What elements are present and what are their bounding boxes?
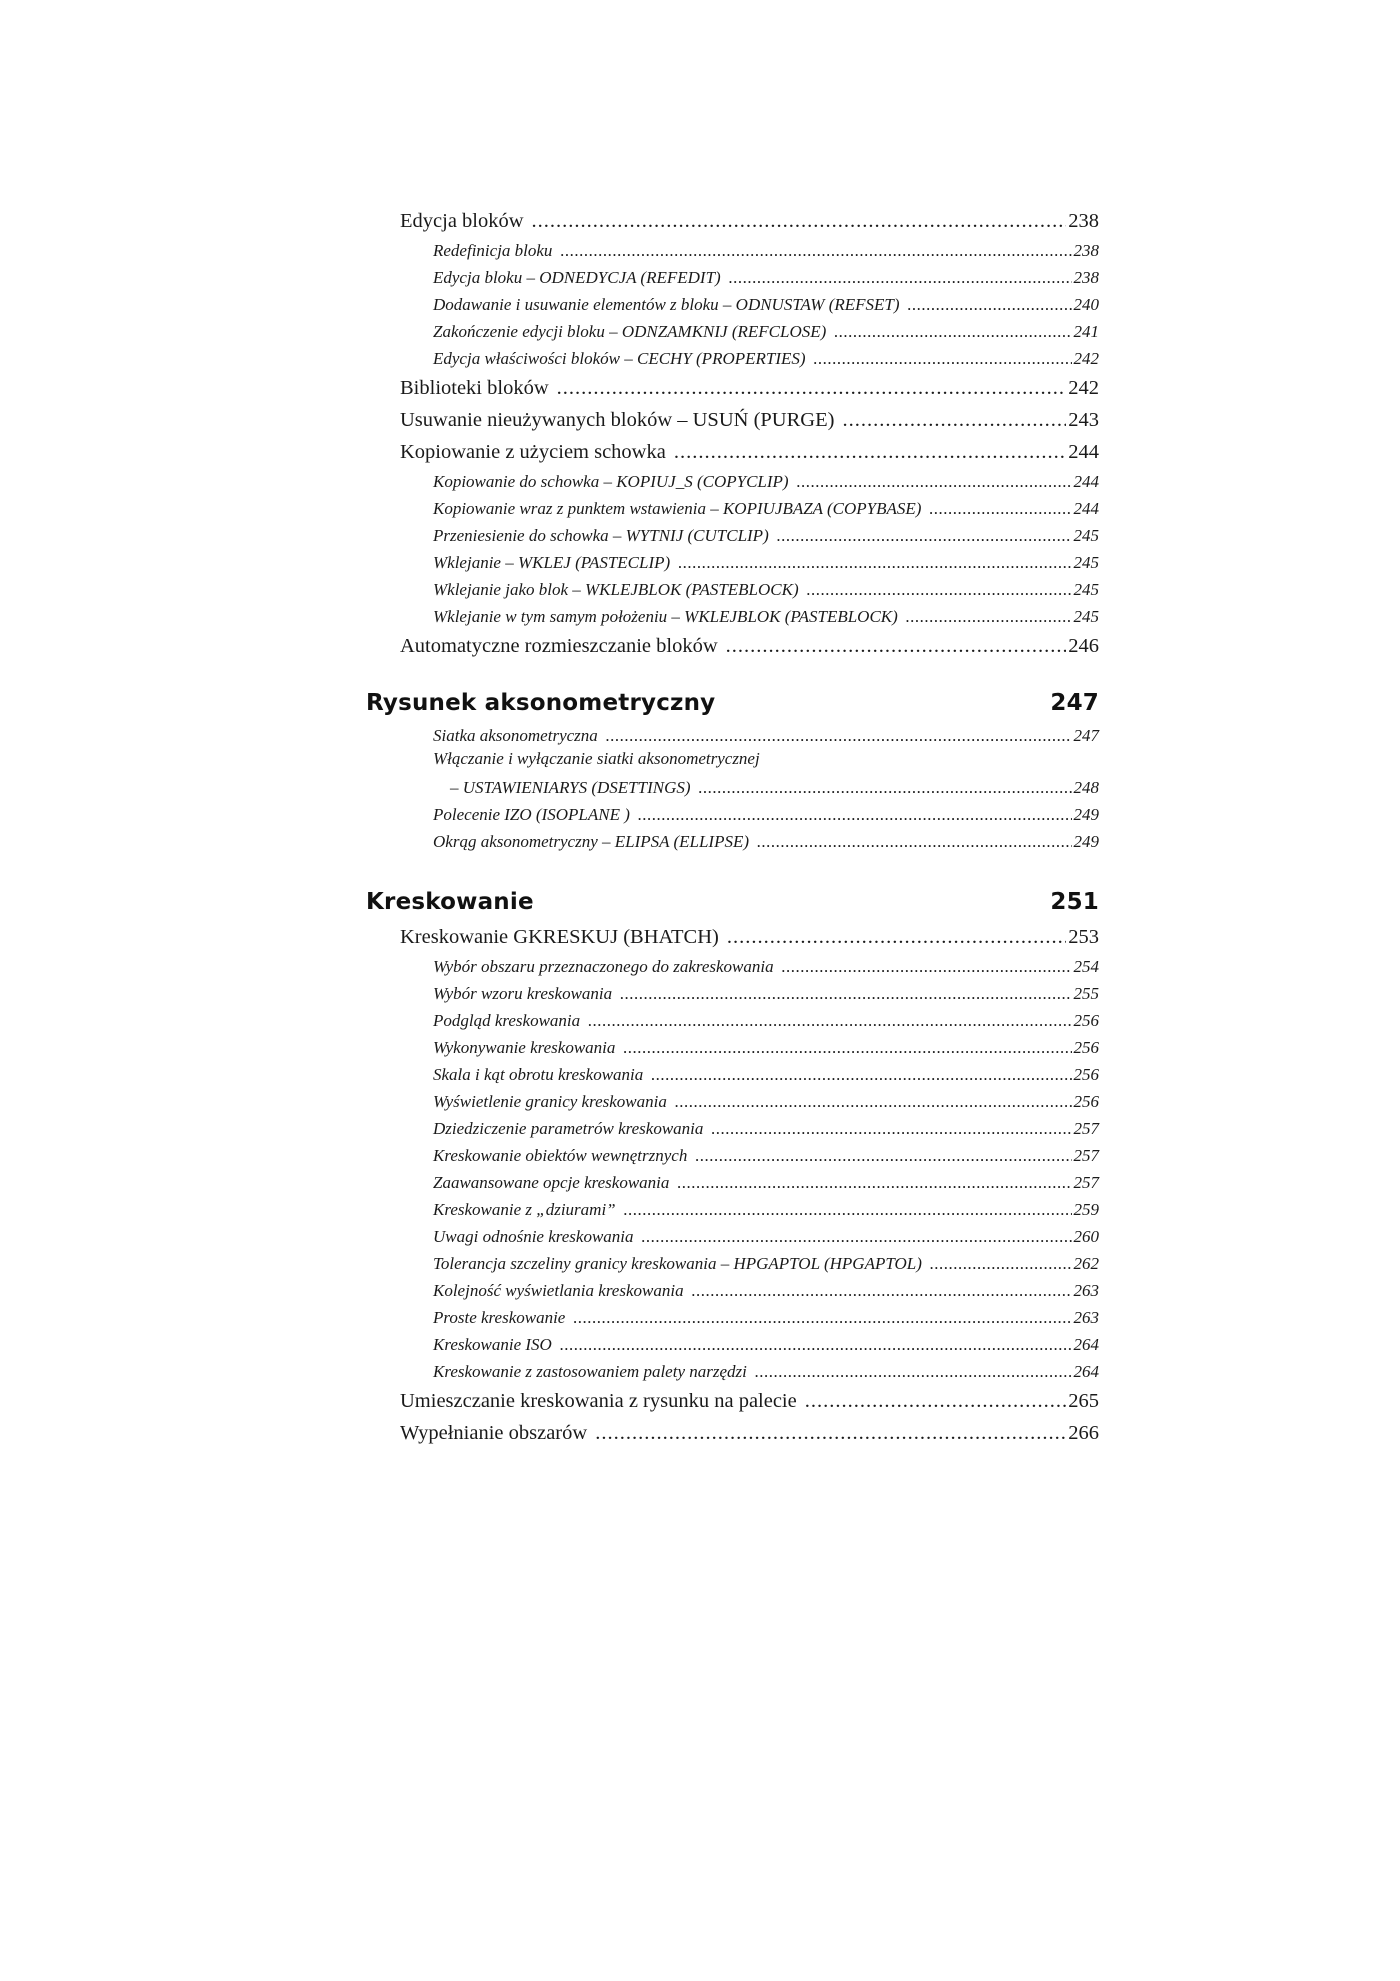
toc-subentry[interactable] [366,1304,1099,1331]
dot-leader [757,832,1071,852]
chapter-page: 247 [1050,690,1099,716]
dot-leader [929,499,1071,519]
toc-entry-page: 242 [1068,376,1099,399]
toc-subentry[interactable] [366,495,1099,522]
toc-entry-page: 266 [1068,1421,1099,1444]
toc-entry-title: Umieszczanie kreskowania z rysunku na palecie [400,1389,797,1412]
toc-entry-title: Redefinicja bloku [433,240,553,260]
toc-subentry[interactable] [366,345,1099,372]
toc-entry[interactable] [366,372,1099,404]
toc-entry[interactable] [366,436,1099,468]
dot-leader [675,1092,1072,1112]
dot-leader [805,1390,1067,1413]
chapter-heading-hatching[interactable] [366,879,1099,915]
toc-entry-title: Wklejanie – WKLEJ (PASTECLIP) [433,552,671,572]
dot-leader [620,984,1071,1004]
toc-subentry[interactable] [366,522,1099,549]
toc-entry-title: Zakończenie edycji bloku – ODNZAMKNIJ (REFCLOSE) [433,321,827,341]
toc-entry-page: 238 [1073,240,1099,260]
toc-subentry[interactable] [366,980,1099,1007]
toc-entry-page: 257 [1073,1118,1099,1138]
toc-entry-title: Proste kreskowanie [433,1307,566,1327]
toc-entry-title: Polecenie IZO (ISOPLANE ) [433,804,630,824]
dot-leader [727,926,1066,949]
toc-entry[interactable] [366,630,1099,662]
toc-entry-page: 256 [1073,1091,1099,1111]
toc-entry-title: Edycja właściwości bloków – CECHY (PROPERTIES) [433,348,806,368]
toc-entry-page: 242 [1073,348,1099,368]
toc-entry-page: 263 [1073,1307,1099,1327]
dot-leader [777,526,1072,546]
dot-leader [623,1038,1071,1058]
toc-entry-title: Kolejność wyświetlania kreskowania [433,1280,684,1300]
toc-entry-page: 256 [1073,1010,1099,1030]
toc-subentry[interactable] [366,1223,1099,1250]
dot-leader [560,1335,1072,1355]
toc-entry-title: Kreskowanie obiektów wewnętrznych [433,1145,688,1165]
dot-leader [782,957,1072,977]
dot-leader [595,1422,1066,1445]
toc-entry-title: Podgląd kreskowania [433,1010,581,1030]
toc-entry-page: 264 [1073,1361,1099,1381]
dot-leader [834,322,1071,342]
toc-subentry[interactable] [366,1088,1099,1115]
toc-entry[interactable] [366,404,1099,436]
toc-subentry[interactable] [366,801,1099,828]
dot-leader [906,607,1072,627]
toc-subentry[interactable] [366,1115,1099,1142]
toc-entry-page: 238 [1073,267,1099,287]
toc-subentry[interactable] [366,1331,1099,1358]
toc-entry-title: Wybór obszaru przeznaczonego do zakreskowania [433,956,774,976]
toc-subentry-line2[interactable] [366,774,1099,801]
toc-subentry[interactable] [366,953,1099,980]
dot-leader [651,1065,1071,1085]
toc-subentry[interactable] [366,1250,1099,1277]
toc-entry-page: 245 [1073,579,1099,599]
toc-entry-page: 240 [1073,294,1099,314]
toc-entry-page: 262 [1073,1253,1099,1273]
toc-subentry[interactable] [366,1034,1099,1061]
toc-entry-title: Wyświetlenie granicy kreskowania [433,1091,667,1111]
dot-leader [699,778,1072,798]
toc-entry[interactable] [366,921,1099,953]
dot-leader [557,377,1067,400]
toc-entry-title: Kreskowanie GKRESKUJ (BHATCH) [400,925,719,948]
chapter-title: Rysunek aksonometryczny [366,690,716,716]
dot-leader [692,1281,1072,1301]
toc-subentry[interactable] [366,1061,1099,1088]
toc-entry-title: Kreskowanie z zastosowaniem palety narzędzi [433,1361,747,1381]
toc-entry-title: Dziedziczenie parametrów kreskowania [433,1118,704,1138]
toc-entry-page: 265 [1068,1389,1099,1412]
dot-leader [726,635,1067,658]
toc-entry-title: Wklejanie jako blok – WKLEJBLOK (PASTEBLOCK) [433,579,799,599]
toc-entry-title: Wypełnianie obszarów [400,1421,588,1444]
toc-subentry[interactable] [366,1169,1099,1196]
dot-leader [642,1227,1072,1247]
toc-entry-page: 241 [1073,321,1099,341]
toc-subentry[interactable] [366,828,1099,855]
toc-entry-title: Wykonywanie kreskowania [433,1037,616,1057]
toc-entry-title: Zaawansowane opcje kreskowania [433,1172,670,1192]
toc-entry-page: 249 [1073,831,1099,851]
dot-leader [711,1119,1071,1139]
toc-entry-page: 257 [1073,1145,1099,1165]
dot-leader [908,295,1072,315]
toc-entry-title: Uwagi odnośnie kreskowania [433,1226,634,1246]
toc-entry-page: 244 [1068,440,1099,463]
toc-entry-page: 238 [1068,209,1099,232]
dot-leader [560,241,1071,261]
chapter-heading-axonometric[interactable] [366,680,1099,716]
toc-entry-title: Edycja bloków [400,209,524,232]
toc-entry-title: Okrąg aksonometryczny – ELIPSA (ELLIPSE) [433,831,750,851]
toc-entry-title: Edycja bloku – ODNEDYCJA (REFEDIT) [433,267,721,287]
toc-entry-page: 264 [1073,1334,1099,1354]
toc-entry-title: Przeniesienie do schowka – WYTNIJ (CUTCLIP) [433,525,769,545]
dot-leader [573,1308,1071,1328]
toc-entry[interactable] [366,1385,1099,1417]
toc-entry-page: 257 [1073,1172,1099,1192]
dot-leader [695,1146,1071,1166]
toc-entry-page: 263 [1073,1280,1099,1300]
toc-subentry[interactable] [366,603,1099,630]
toc-entry-page: 249 [1073,804,1099,824]
dot-leader [678,553,1071,573]
dot-leader [807,580,1072,600]
dot-leader [588,1011,1071,1031]
toc-entry-title: Włączanie i wyłączanie siatki aksonometrycznej [433,749,760,768]
toc-subentry[interactable] [366,468,1099,495]
toc-entry-page: 253 [1068,925,1099,948]
toc-subentry[interactable] [366,1358,1099,1385]
toc-entry-page: 256 [1073,1064,1099,1084]
toc-subentry[interactable] [366,291,1099,318]
toc-entry-page: 246 [1068,634,1099,657]
toc-entry[interactable] [366,205,1099,237]
toc-subentry[interactable] [366,264,1099,291]
toc-entry-title: Usuwanie nieużywanych bloków – USUŃ (PURGE) [400,408,835,431]
toc-entry-page: 248 [1073,777,1099,797]
toc-entry-page: 255 [1073,983,1099,1003]
dot-leader [532,210,1067,233]
toc-entry-title: Kopiowanie z użyciem schowka [400,440,666,463]
toc-entry-page: 244 [1073,471,1099,491]
toc-entry-page: 254 [1073,956,1099,976]
toc-entry-title: Siatka aksonometryczna [433,725,598,745]
toc-entry-page: 245 [1073,606,1099,626]
toc-entry-page: 247 [1073,725,1099,745]
toc-entry-title: Automatyczne rozmieszczanie bloków [400,634,718,657]
chapter-title: Kreskowanie [366,889,534,915]
toc-subentry[interactable] [366,722,1099,749]
toc-entry[interactable] [366,1417,1099,1449]
toc-entry-title: Skala i kąt obrotu kreskowania [433,1064,644,1084]
toc-entry-title: Wklejanie w tym samym położeniu – WKLEJBLOK (PASTEBLOCK) [433,606,898,626]
toc-subentry[interactable] [366,1277,1099,1304]
dot-leader [755,1362,1072,1382]
chapter-page: 251 [1050,889,1099,915]
toc-subentry[interactable] [366,576,1099,603]
toc-entry-title: Kopiowanie wraz z punktem wstawienia – KOPIUJBAZA (COPYBASE) [433,498,922,518]
dot-leader [729,268,1072,288]
dot-leader [638,805,1072,825]
toc-subentry[interactable] [366,549,1099,576]
dot-leader [624,1200,1072,1220]
toc-entry-page: 256 [1073,1037,1099,1057]
toc-entry-title: Kreskowanie ISO [433,1334,552,1354]
dot-leader [842,409,1066,432]
dot-leader [677,1173,1071,1193]
toc-entry-page: 245 [1073,552,1099,572]
toc-entry-page: 259 [1073,1199,1099,1219]
toc-subentry[interactable] [366,1196,1099,1223]
toc-subentry[interactable] [366,1007,1099,1034]
toc-entry-page: 243 [1068,408,1099,431]
toc-entry-title: Dodawanie i usuwanie elementów z bloku – ODNUSTAW (REFSET) [433,294,900,314]
toc-subentry[interactable] [366,237,1099,264]
toc-subentry[interactable] [366,318,1099,345]
dot-leader [814,349,1072,369]
toc-entry-title: Kreskowanie z „dziurami” [433,1199,616,1219]
toc-entry-title: Biblioteki bloków [400,376,549,399]
toc-entry-title-continued: – USTAWIENIARYS (DSETTINGS) [450,777,691,797]
toc-entry-page: 245 [1073,525,1099,545]
toc-subentry-line1[interactable] [366,749,1099,774]
dot-leader [797,472,1072,492]
toc-entry-title: Wybór wzoru kreskowania [433,983,613,1003]
toc-entry-page: 244 [1073,498,1099,518]
dot-leader [930,1254,1072,1274]
toc-subentry[interactable] [366,1142,1099,1169]
table-of-contents [366,205,1099,1449]
toc-entry-page: 260 [1073,1226,1099,1246]
toc-entry-title: Tolerancja szczeliny granicy kreskowania – HPGAPTOL (HPGAPTOL) [433,1253,922,1273]
dot-leader [606,726,1072,746]
dot-leader [674,441,1066,464]
toc-entry-title: Kopiowanie do schowka – KOPIUJ_S (COPYCLIP) [433,471,789,491]
